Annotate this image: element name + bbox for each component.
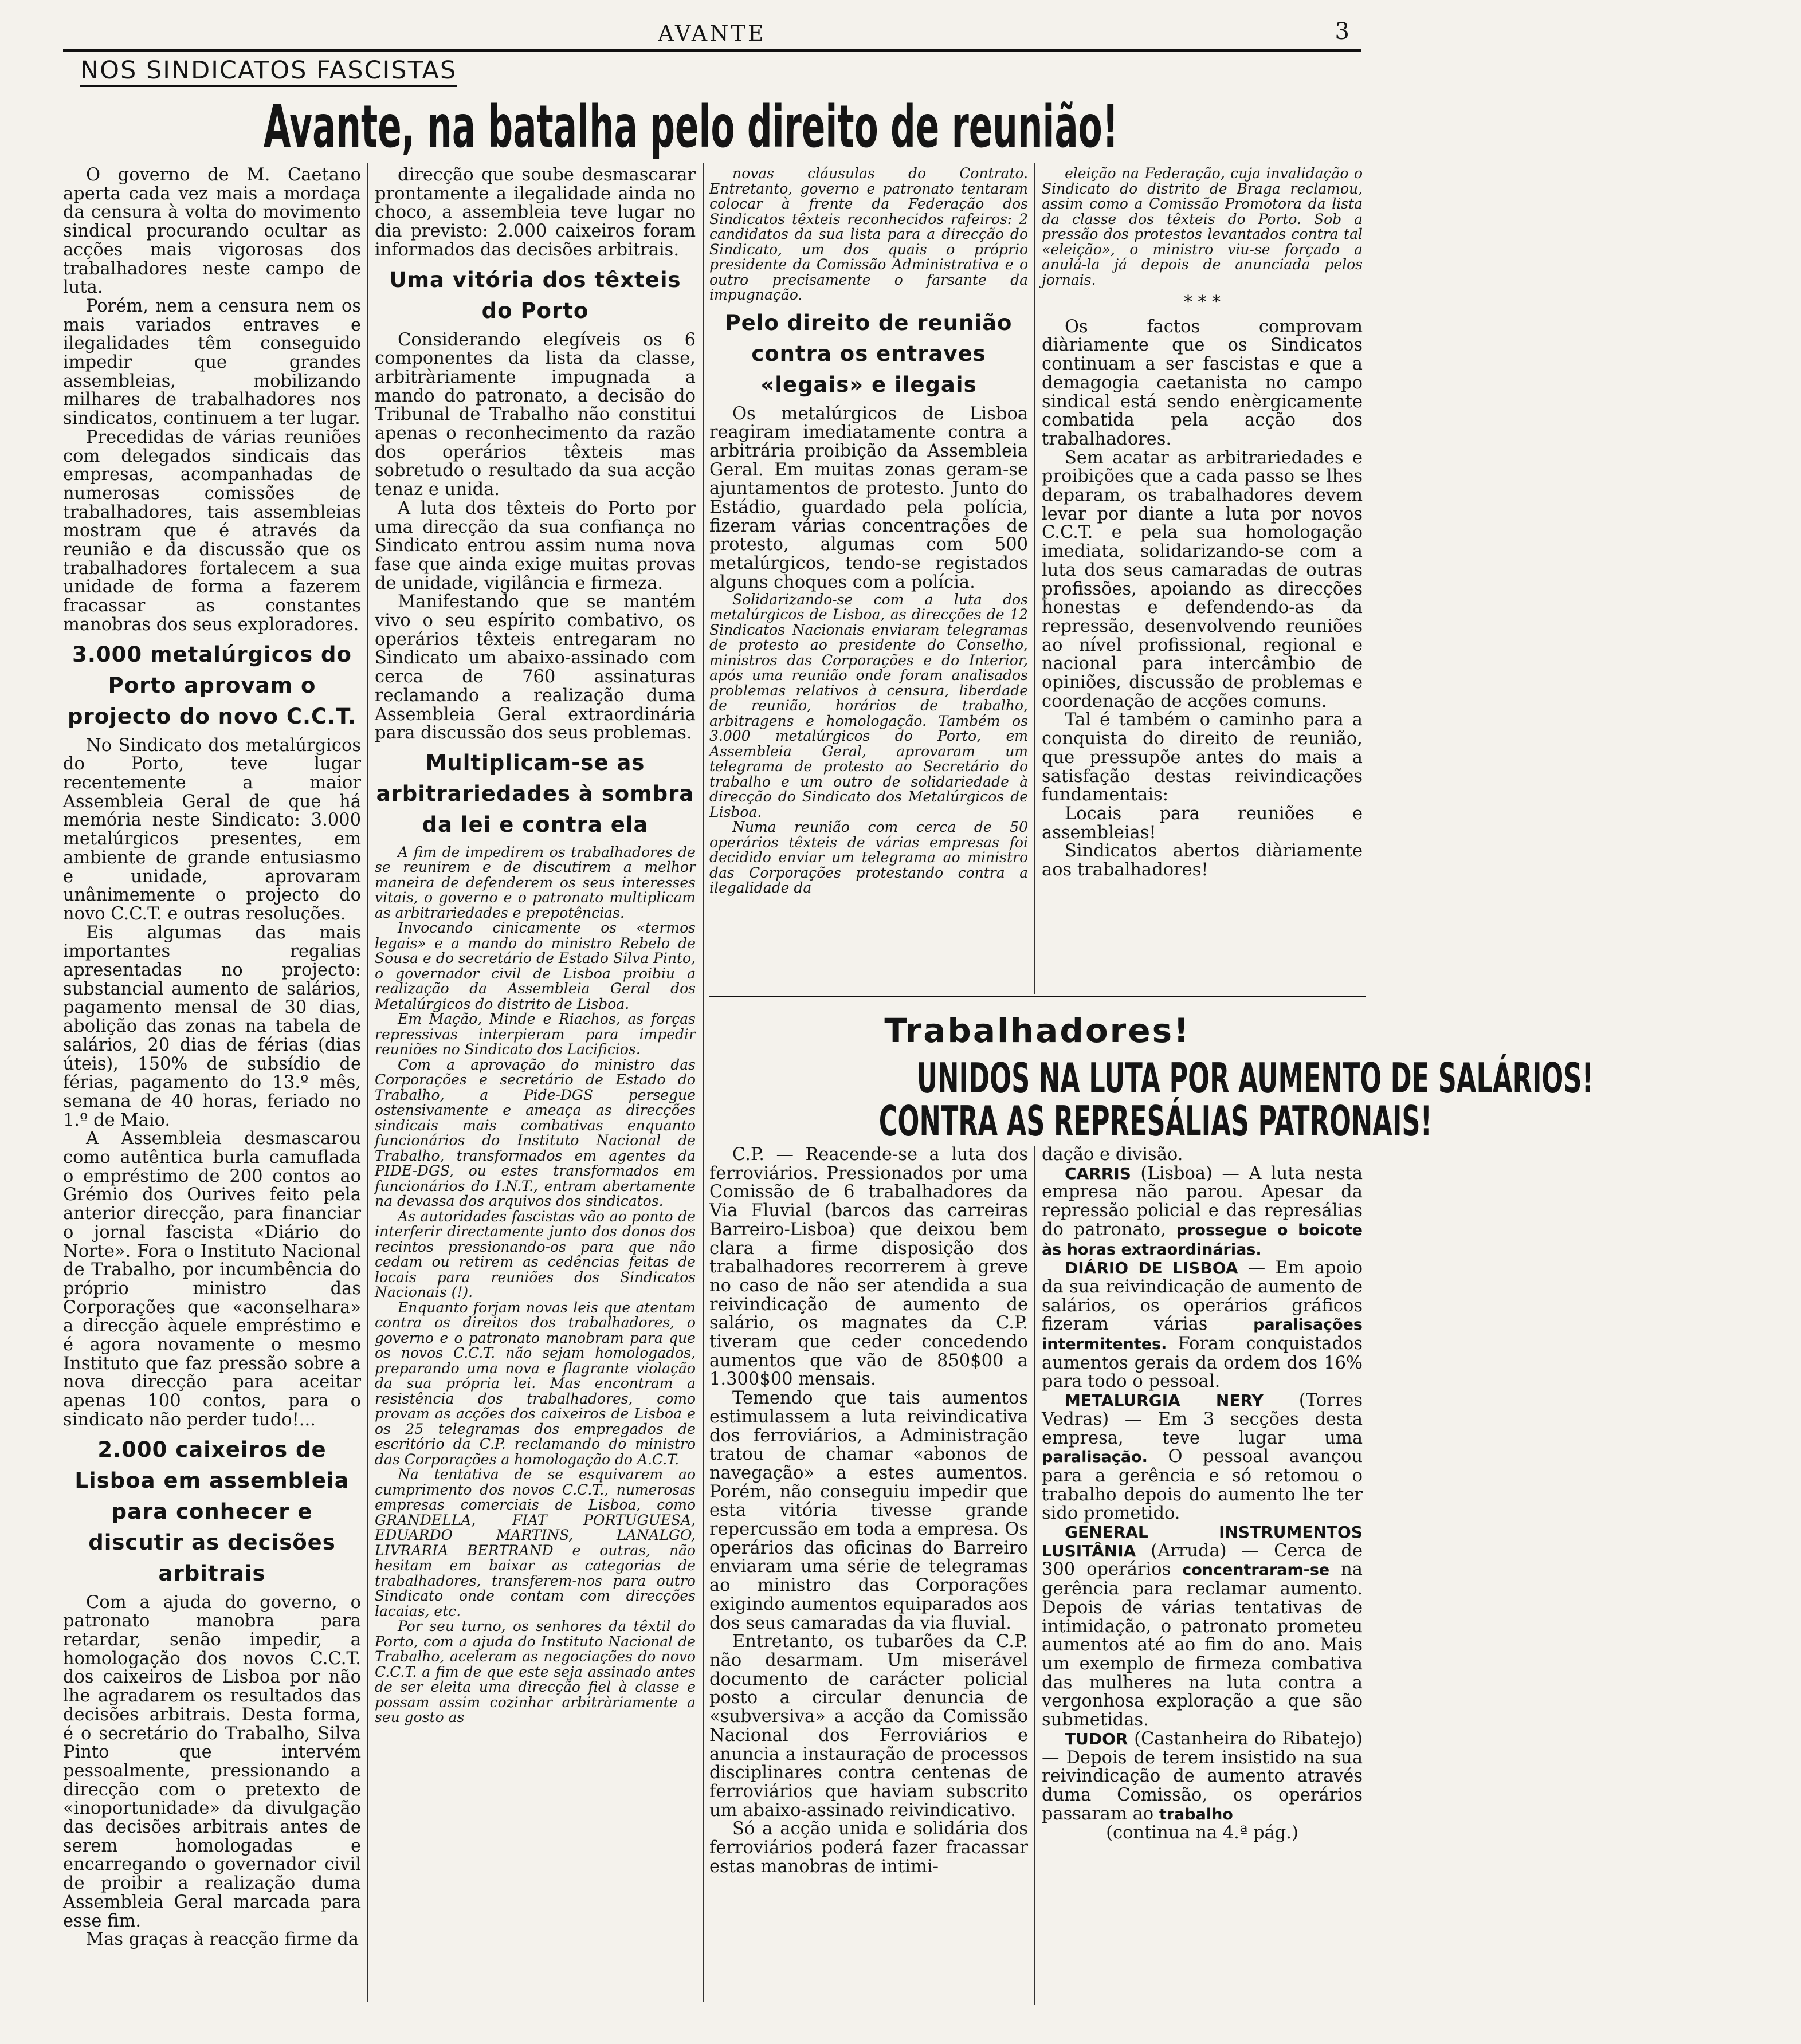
company-name: METALURGIA NERY (1065, 1391, 1264, 1410)
item-text: Foram conquistados aumentos gerais da ordem dos 16% para todo o pessoal. (1042, 1334, 1363, 1392)
italic-paragraph: Numa reunião com cerca de 50 operários têxteis de várias empresas foi decidido enviar um telegrama ao ministro das Corporações protestando contra a ilegalidade da (709, 819, 1028, 897)
box-heading-text: CONTRA AS REPRESÁLIAS PATRONAIS! (878, 1097, 1432, 1145)
column-divider (703, 163, 704, 2002)
column-divider (367, 163, 368, 2002)
item-text: (Arruda) — Cerca de 300 operários (1042, 1540, 1363, 1580)
paragraph: Mas graças à reacção firme da (86, 1929, 359, 1950)
item-text: (Castanheira do Ribatejo) — Depois de terem insistido na sua reivindicação de aumento através duma Comissão, os operários passaram ao (1042, 1728, 1363, 1824)
news-item-diario (1042, 1259, 1363, 1392)
paragraph: dação e divisão. (1042, 1145, 1183, 1165)
italic-paragraph: Solidarizando-se com a luta dos metalúrgicos de Lisboa, as direcções de 12 Sindicatos Nacionais enviaram telegramas de protesto ao presidente do Conselho, ministros das Corporações e do Interior, após uma reunião onde foram analisados problemas relativos à censura, liberdade de reunião, horários de trabalho, arbitragens e homologação. Também os 3.000 metalúrgicos do Porto, em Assembleia Geral, aprovaram um telegrama de protesto ao Secretário do trabalho e um outro de solidariedade à direcção do Sindicato dos Metalúrgicos de Lisboa. (709, 591, 1028, 820)
paragraph: Com a ajuda do governo, o patronato manobra para retardar, senão impedir, a homologação dos novos C.C.T. dos caixeiros de Lisboa por não lhe agradarem os resultados das decisões arbitrais. Desta forma, é o secretário do Trabalho, Silva Pinto que intervém pessoalmente, pressionando a direcção com o pretexto de «inoportunidade» da divulgação das decisões arbitrais antes de serem homologadas e encarregando o governador civil de proibir a realização duma Assembleia Geral marcada para esse fim. (63, 1592, 361, 1931)
paragraph: Manifestando que se mantém vivo o seu espírito combativo, os operários têxteis entregaram no Sindicato um abaixo-assinado com cerca de 760 assinaturas reclamando a realização duma Assembleia Geral extraordinária para discussão dos seus problemas. (375, 592, 696, 744)
item-text: O pessoal avançou para a gerência e só retomou o trabalho depois do aumento lhe ter sido prometido. (1042, 1446, 1363, 1524)
subheading: 3.000 metalúrgicos do Porto aprovam o projecto do novo C.C.T. (68, 642, 356, 729)
italic-paragraph: novas cláusulas do Contrato. Entretanto, governo e patronato tentaram colocar à frente da Federação dos Sindicatos têxteis reconhecidos rafeiros: 2 candidatos da sua lista para a direcção do Sindicato, um dos quais o próprio presidente da Comissão Administrativa e o outro precisamente o farsante da impugnação. (709, 165, 1028, 303)
item-text: na gerência para reclamar aumento. Depois de várias tentativas de intimidação, o patronato prometeu aumentos até ao fim do ano. Mais um exemplo de firmeza combativa das mulheres na luta contra a vergonhosa exploração a que são submetidas. (1042, 1559, 1363, 1731)
news-item-general (1042, 1523, 1363, 1730)
paragraph: Considerando elegíveis os 6 componentes da lista da classe, arbitràriamente impugnada a mando do patronato, a decisão do Tribunal de Trabalho não constitui apenas o reconhecimento da razão dos operários têxteis mas sobretudo o resultado da sua acção tenaz e unida. (375, 329, 696, 500)
article-column-1 (63, 166, 361, 1949)
news-item-nery (1042, 1392, 1363, 1523)
paragraph: Os factos comprovam diàriamente que os Sindicatos continuam a ser fascistas e que a demagogia caetanista no campo sindical está sendo enèrgicamente combatida pela acção dos trabalhadores. (1042, 316, 1363, 449)
item-emphasis: prossegue o boicote às horas extraordinárias. (1042, 1221, 1363, 1259)
italic-paragraph: Com a aprovação do ministro das Corporações e secretário de Estado do Trabalho, a Pide-DGS persegue ostensivamente e ameaça as direcções sindicais mais combativas enquanto funcionários do Instituto Nacional de Trabalho, transformados em agentes da PIDE-DGS, ou estes transformados em funcionários do I.N.T., entram abertamente na devassa dos arquivos dos sindicatos. (375, 1056, 696, 1210)
paragraph: Porém, nem a censura nem os mais variados entraves e ilegalidades têm conseguido impedir que grandes assembleias, mobilizando milhares de trabalhadores nos sindicatos, continuem a ter lugar. (63, 296, 361, 429)
italic-paragraph: Enquanto forjam novas leis que atentam contra os direitos dos trabalhadores, o governo e o patronato manobram para que os novos C.C.T. não sejam homologados, preparando uma nova e flagrante violação da sua própria lei. Mas encontram a resistência dos trabalhadores, como provam as acções dos caixeiros de Lisboa e os 25 telegramas dos empregados de escritório da C.P. reclamando do ministro das Corporações a homologação do A.C.T. (375, 1299, 696, 1468)
italic-paragraph: Por seu turno, os senhores da têxtil do Porto, com a ajuda do Instituto Nacional de Trabalho, aceleram as negociações do novo C.C.T. a fim de que este seja assinado antes de ser eleita uma direcção fiel à classe e possam assim cozinhar arbitràriamente a seu gosto as (375, 1618, 696, 1726)
item-emphasis: paralisação. (1042, 1448, 1148, 1467)
paragraph: Precedidas de várias reuniões com delegados sindicais das empresas, acompanhadas de numerosas comissões de trabalhadores, tais assembleias mostram que é através da reunião e da discussão que os trabalhadores fortalecem a sua unidade de forma a fazerem fracassar as constantes manobras dos seus exploradores. (63, 427, 361, 635)
demand-item: Locais para reuniões e assembleias! (1042, 803, 1363, 843)
subheading: Uma vitória dos têxteis do Porto (389, 267, 681, 323)
item-text: (Torres Vedras) — Em 3 secções desta empresa, teve lugar uma (1042, 1390, 1363, 1448)
italic-paragraph: eleição na Federação, cuja invalidação o Sindicato do distrito de Braga reclamou, assim como a Comissão Promotora da lista da classe dos têxteis do Porto. Sob a pressão dos protestos levantados contra tal «eleição», o ministro viu-se forçado a anulá-la já depois de anunciada pelos jornais. (1042, 165, 1363, 288)
paragraph: Só a acção unida e solidária dos ferroviários poderá fazer fracassar estas manobras de intimi- (709, 1819, 1028, 1877)
news-item-carris (1042, 1165, 1363, 1260)
item-text: (Lisboa) — A luta nesta empresa não parou. Apesar da repressão policial e das represálias do patronato, (1042, 1163, 1363, 1240)
box-heading: Trabalhadores! (884, 1011, 1191, 1050)
section-separator: * * * (1183, 292, 1221, 312)
paragraph: Eis algumas das mais importantes regalias apresentadas no projecto: substancial aumento de salários, pagamento mensal de 30 dias, abolição das zonas na tabela de salários, 20 dias de férias (dias úteis), 150% de subsídio de férias, pagamento do 13.º mês, semana de 40 horas, feriado no 1.º de Maio. (63, 922, 361, 1130)
italic-paragraph: As autoridades fascistas vão ao ponto de interferir directamente junto dos donos dos recintos pressionando-os para que não cedam ou retirem as cedências feitas de locais para reuniões dos Sindicatos Nacionais (!). (375, 1208, 696, 1301)
box-divider (709, 996, 1366, 997)
subheading: Multiplicam-se as arbitrariedades à sombra da lei e contra ela (376, 750, 694, 837)
paragraph: A luta dos têxteis do Porto por uma direcção da sua confiança no Sindicato entrou assim numa nova fase que ainda exige muitas provas de unidade, vigilância e firmeza. (375, 498, 696, 593)
italic-paragraph: Na tentativa de se esquivarem ao cumprimento dos novos C.C.T., numerosas empresas comerciais de Lisboa, como GRANDELLA, FIAT PORTUGUESA, EDUARDO MARTINS, LANALGO, LIVRARIA BERTRAND e outras, não hesitam em baixar as categorias de trabalhadores, transferem-nos para outro Sindicato onde contam com direcções lacaias, etc. (375, 1466, 696, 1620)
masthead (63, 17, 1361, 52)
box-heading-line-1 (709, 1054, 1594, 1102)
main-headline: Avante, na batalha pelo direito de reunião! (264, 93, 1119, 161)
paragraph: Temendo que tais aumentos estimulassem a luta reivindicativa dos ferroviários, a Administração tratou de chamar «abonos de navegação» a estes aumentos. Porém, não conseguiu impedir que esta vitória tivesse grande repercussão em toda a empresa. Os operários das oficinas do Barreiro enviaram uma série de telegramas ao ministro das Corporações exigindo aumentos equiparados aos dos seus camaradas da via fluvial. (709, 1388, 1028, 1633)
company-name: CARRIS (1065, 1163, 1131, 1183)
news-item-tudor (1042, 1730, 1363, 1825)
newspaper-title: AVANTE (658, 21, 766, 46)
subheading: 2.000 caixeiros de Lisboa em assembleia para conhecer e discutir as decisões arbitrais (74, 1437, 350, 1586)
italic-paragraph: Em Mação, Minde e Riachos, as forças repressivas interpieram para impedir reuniões no Sindicato dos Lacificios. (375, 1011, 696, 1058)
company-name: DIÁRIO DE LISBOA (1065, 1259, 1238, 1278)
paragraph: No Sindicato dos metalúrgicos do Porto, teve lugar recentemente a maior Assembleia Geral de que há memória neste Sindicato: 3.000 metalúrgicos presentes, em ambiente de grande entusiasmo e unidade, aprovaram unânimemente o projecto do novo C.C.T. e outras resoluções. (63, 735, 361, 924)
article-column-3 (709, 166, 1028, 896)
box-heading-line-2 (709, 1097, 1432, 1145)
box-column-2 (1042, 1146, 1363, 1843)
paragraph: Tal é também o caminho para a conquista do direito de reunião, que pressupõe antes do mais a satisfação destas reivindicações fundamentais: (1042, 710, 1363, 805)
subheading: Pelo direito de reunião contra os entraves «legais» e ilegais (725, 310, 1013, 397)
paragraph: Sem acatar as arbitrariedades e proibições que a cada passo se lhes deparam, os trabalhadores devem levar por diante a luta por novos C.C.T. e pela sua homologação imediata, solidarizando-se com a luta dos seus camaradas de outras profissões, apoiando as direcções honestas e defendendo-as da repressão, desenvolvendo reuniões ao nível profissional, regional e nacional para intercâmbio de opiniões, discussão de problemas e coordenação de acções comuns. (1042, 447, 1363, 712)
paragraph: Os metalúrgicos de Lisboa reagiram imediatamente contra a arbitrária proibição da Assembleia Geral. Em muitas zonas geram-se ajuntamentos de protesto. Junto do Estádio, guardado pela polícia, fizeram várias concentrações de protesto, algumas com 500 metalúrgicos, tendo-se registados alguns choques com a polícia. (709, 403, 1028, 592)
page-number: 3 (1335, 18, 1349, 45)
italic-paragraph: Invocando cinicamente os «termos legais» e a mando do ministro Rebelo de Sousa e do secretário de Estado Silva Pinto, o governador civil de Lisboa proibiu a realização da Assembleia Geral dos Metalúrgicos do distrito de Lisboa. (375, 919, 696, 1012)
section-header: NOS SINDICATOS FASCISTAS (80, 56, 457, 87)
article-column-4 (1042, 166, 1363, 880)
article-column-2 (375, 166, 696, 1725)
column-divider (1034, 163, 1035, 994)
item-text: — Em apoio da sua reivindicação de aumento de salários, os operários gráficos fizeram várias (1042, 1258, 1363, 1335)
box-column-1 (709, 1146, 1028, 1876)
paragraph: Entretanto, os tubarões da C.P. não desarmam. Um miserável documento de carácter policial posto a circular denuncia de «subversiva» a acção da Comissão Nacional dos Ferroviários e anuncia a instauração de processos disciplinares contra centenas de ferroviários que haviam subscrito um abaixo-assinado reivindicativo. (709, 1632, 1028, 1821)
continuation-note: (continua na 4.ª pág.) (1106, 1823, 1298, 1843)
item-emphasis: trabalho (1159, 1805, 1233, 1823)
company-name: GENERAL INSTRUMENTOS LUSITÂNIA (1042, 1523, 1363, 1560)
demand-item: Sindicatos abertos diàriamente aos trabalhadores! (1042, 841, 1363, 881)
item-emphasis: concentraram-se (1182, 1561, 1330, 1579)
paragraph: C.P. — Reacende-se a luta dos ferroviários. Pressionados por uma Comissão de 6 trabalhadores da Via Fluvial (barcos das carreiras Barreiro-Lisboa) que deixou bem clara a firme disposição dos trabalhadores recorrerem à greve no caso de não ser atendida a sua reivindicação de aumento de salário, os magnates da C.P. tiveram que ceder concedendo aumentos que vão de 850$00 a 1.300$00 mensais. (709, 1145, 1028, 1390)
paragraph: A Assembleia desmascarou como autêntica burla camuflada o empréstimo de 200 contos ao Grémio dos Ourives feito pela anterior direcção, para financiar o jornal fascista «Diário do Norte». Fora o Instituto Nacional de Trabalho, por incumbência do próprio ministro das Corporações que «aconselhara» a direcção àquele empréstimo e é agora novamente o mesmo Instituto que faz pressão sobre a nova direcção para aceitar apenas 100 contos, para o sindicato não perder tudo!... (63, 1129, 361, 1430)
italic-paragraph: A fim de impedirem os trabalhadores de se reunirem e de discutirem a melhor maneira de defenderem os seus interesses vitais, o governo e o patronato multiplicam as arbitrariedades e prepotências. (375, 843, 696, 921)
item-emphasis: paralisações intermitentes. (1042, 1316, 1363, 1354)
company-name: TUDOR (1065, 1729, 1128, 1748)
paragraph: direcção que soube desmascarar prontamente a ilegalidade ainda no choco, a assembleia teve lugar no dia previsto: 2.000 caixeiros foram informados das decisões arbitrais. (375, 165, 696, 260)
column-divider (1034, 1146, 1035, 2005)
box-heading-text: UNIDOS NA LUTA POR AUMENTO DE SALÁRIOS! (916, 1054, 1594, 1102)
paragraph: O governo de M. Caetano aperta cada vez mais a mordaça da censura à volta do movimento sindical procurando ocultar as acções mais vigorosas dos trabalhadores neste campo de luta. (63, 165, 361, 298)
